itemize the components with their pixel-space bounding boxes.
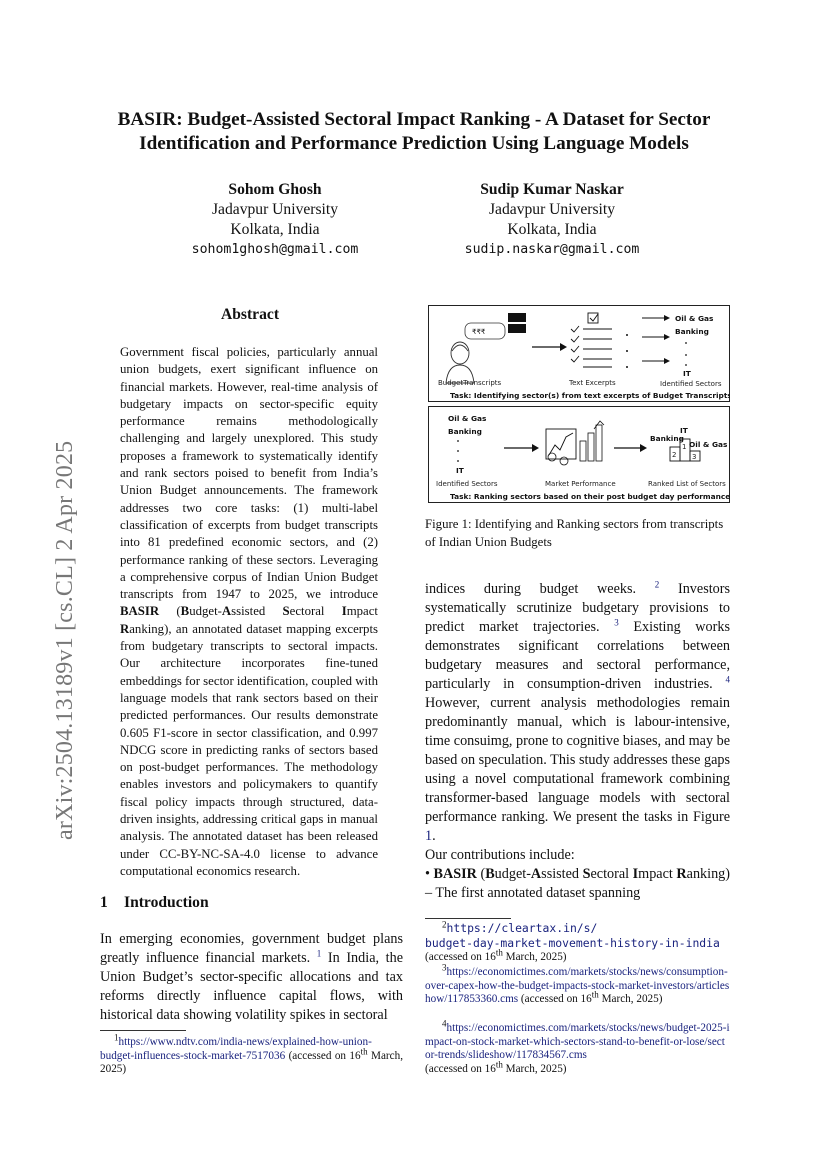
footnote-mark: 2 — [442, 919, 447, 930]
section-number: 1 — [100, 894, 108, 911]
label-excerpts: Text Excerpts — [569, 379, 616, 387]
contrib-text: – The first annotated dataset spanning — [425, 885, 641, 901]
footnote-access: (accessed on 16 — [285, 1049, 361, 1062]
bullet-icon: • — [425, 866, 430, 882]
abstract-heading: Abstract — [220, 306, 280, 323]
section-title: Introduction — [124, 894, 209, 911]
acronym-part: anking — [686, 866, 726, 882]
acronym-letter: I — [341, 604, 347, 619]
figure-1 — [428, 305, 730, 505]
intro-right-column — [425, 580, 730, 903]
acronym-part: mpact — [346, 604, 378, 619]
rank-label: 2 — [672, 451, 677, 459]
footnote-link[interactable]: https://economictimes.com/markets/stocks/news/budget-2025-impact-on-stock-market-which-sectors-stand-to-benefit-or-lose/sector-trends/slideshow/117834567.cms — [425, 1022, 730, 1062]
acronym-part: ectoral — [590, 866, 633, 882]
contrib-item: • BASIR (Budget-Assisted Sectoral Impact Ranking) – The first annotated dataset spanning — [425, 866, 730, 901]
acronym-letter: I — [632, 866, 639, 882]
market-chart-icon — [546, 421, 604, 465]
arrow-head-icon — [532, 444, 539, 452]
arrow-head-icon — [640, 444, 647, 452]
footnote-access: (accessed on 16 — [425, 1062, 496, 1075]
label-transcripts: BudgetTranscripts — [438, 379, 502, 387]
sector-label: Banking — [675, 327, 709, 336]
intro-text: indices during budget weeks. — [425, 581, 637, 597]
acronym-letter: B — [485, 866, 495, 882]
footnote-link[interactable]: https://www.ndtv.com/india-news/explained-how-union-budget-influences-stock-market-7517036 — [100, 1036, 372, 1062]
footnote-rule — [425, 918, 511, 919]
abstract-text-2: ), an annotated dataset mapping excerpts from budgetary transcripts to sectoral impacts. Our architecture incorporates fine-tuned embeddings for sector identification, coupled with language models that rank sectors based on their predicted performances. Our results demonstrate 0.605 F1-score in sector classification, and 0.997 NDCG score in predicting ranks of sectors based on post-budget performances. The methodology enables investors and policymakers to quantify fiscal policy impacts through structured, data-driven insights, addressing critical gaps in manual analysis. The annotated dataset has been released under CC-BY-NC-SA-4.0 license to advance computational economics research. — [120, 621, 378, 878]
intro-text: Investors systematically scrutinize budgetary provisions to predict market trajectories. — [425, 581, 731, 635]
footnote-date: March, 2025) — [502, 1062, 567, 1075]
footnote-ref-3[interactable]: 3 — [614, 617, 619, 628]
footnote-ref-4[interactable]: 4 — [725, 674, 731, 685]
acronym-part: udget- — [494, 866, 531, 882]
acronym-part: anking — [129, 621, 165, 636]
figure-diagram — [428, 305, 730, 505]
title-line-2: Identification and Performance Prediction Using Language Models — [139, 133, 689, 154]
author-affiliation: Jadavpur University — [488, 201, 616, 218]
contrib-heading: Our contributions include: — [425, 847, 575, 863]
sector-label: IT — [680, 426, 688, 435]
footnote-date: March, 2025) — [100, 1049, 403, 1076]
author-location: Kolkata, India — [507, 221, 597, 238]
acronym-part: ssisted — [541, 866, 583, 882]
intro-text: Existing works demonstrates significant correlations between budgetary measures and sectoral performance, particularly in consumption-driven industries. — [425, 619, 730, 692]
label-identified: Identified Sectors — [436, 480, 498, 488]
footnote-sup: th — [495, 947, 503, 958]
footnote-2 — [425, 919, 730, 965]
intro-text: . — [432, 828, 436, 844]
section-heading — [100, 894, 209, 912]
task-label-top: Task: Identifying sector(s) from text excerpts of Budget Transcripts — [450, 391, 730, 400]
footnote-link[interactable]: budget-day-market-movement-history-in-india — [425, 935, 720, 950]
sector-label: Banking — [650, 434, 684, 443]
footnote-ref-2[interactable]: 2 — [654, 579, 660, 590]
rank-label: 1 — [682, 443, 687, 451]
author-email[interactable]: sohom1ghosh@gmail.com — [191, 242, 359, 257]
footnote-mark: 3 — [442, 962, 447, 973]
paper-title — [60, 108, 768, 156]
sector-label: IT — [683, 369, 691, 378]
acronym-part: udget- — [189, 604, 222, 619]
speaker-illustration-icon — [446, 313, 526, 383]
acronym-letter: S — [582, 866, 591, 882]
footnote-3 — [425, 962, 730, 1007]
footnote-access: (accessed on 16 — [518, 993, 592, 1006]
intro-text: In emerging economies, government budget plans greatly influence financial markets. — [100, 931, 403, 966]
arxiv-stamp — [18, 370, 78, 840]
author-block-2 — [422, 180, 682, 260]
arxiv-id: arXiv:2504.13189v1 [cs.CL] 2 Apr 2025 — [52, 440, 78, 840]
acronym-part: ectoral — [289, 604, 342, 619]
sector-label: IT — [456, 466, 464, 475]
footnote-access: (accessed on 16 — [425, 951, 496, 964]
author-name: Sudip Kumar Naskar — [480, 181, 624, 198]
title-line-1: BASIR: Budget-Assisted Sectoral Impact Ranking - A Dataset for Sector — [117, 109, 711, 130]
footnote-sup: th — [495, 1059, 503, 1070]
label-identified: Identified Sectors — [660, 380, 722, 388]
footnote-mark: 1 — [114, 1032, 119, 1043]
acronym-letter: R — [120, 621, 130, 636]
footnote-mark: 4 — [442, 1018, 447, 1029]
footnote-4 — [425, 1018, 730, 1076]
label-market: Market Performance — [545, 480, 616, 488]
abstract-body: Government fiscal policies, particularly annual union budgets, exert significant influence on financial markets. However, real-time analysis of budgetary impacts on sector-specific equity performance remains methodologically challenging and largely unexplored. This study proposes a framework to systematically identify and rank sectors poised to benefit from India’s Union Budget announcements. The framework addresses two core tasks: (1) multi-label classification of excerpts from budget transcripts into 81 predefined economic sectors, and (2) performance ranking of these sectors. Leveraging a comprehensive corpus of Indian Union Budget transcripts from 1947 to 2025, we introduce BASIR (Budget-Assisted Sectoral Impact Ranking), an annotated dataset mapping excerpts from budgetary transcripts to sectoral impacts. Our architecture incorporates fine-tuned embeddings for sector identification, coupled with language models that rank sectors based on their predicted performances. Our results demonstrate 0.605 F1-score in sector classification, and 0.997 NDCG score in predicting ranks of sectors based on post-budget performances. The methodology enables investors and policymakers to quantify fiscal policy impacts through structured, data-driven insights, addressing critical gaps in manual analysis. The annotated dataset has been released under CC-BY-NC-SA-4.0 license to advance computational economics research. — [120, 345, 378, 878]
abstract-text-1: Government fiscal policies, particularly annual union budgets, exert significant influence on financial markets. However, real-time analysis of budgetary impacts on sector-specific equity performance remains methodologically challenging and largely unexplored. This study proposes a framework to systematically identify and rank sectors poised to benefit from India’s Union Budget announcements. The framework addresses two core tasks: (1) multi-label classification of excerpts from budget transcripts into 81 predefined economic sectors, and (2) performance ranking of these sectors. Leveraging a comprehensive corpus of Indian Union Budget transcripts from 1947 to 2025, we introduce — [120, 345, 378, 602]
acronym-letter: A — [221, 604, 232, 619]
author-location: Kolkata, India — [230, 221, 320, 238]
acronym-part: mpact — [638, 866, 673, 882]
author-affiliation: Jadavpur University — [211, 201, 339, 218]
acronym-letter: A — [530, 866, 542, 882]
sector-label: Oil & Gas — [689, 440, 728, 449]
checklist-icon — [571, 313, 612, 367]
acronym-part: ssisted — [231, 604, 283, 619]
footnote-sup: th — [360, 1045, 368, 1056]
sector-label: Banking — [448, 427, 482, 436]
intro-text: In India, the Union Budget’s sector-specific allocations and tax reforms directly influence capital flows, with historical data showing volatility spikes in sectoral — [100, 950, 403, 1023]
author-email[interactable]: sudip.naskar@gmail.com — [464, 242, 640, 257]
acronym-letter: R — [676, 866, 687, 882]
footnote-date: March, 2025) — [502, 951, 567, 964]
sector-label: Oil & Gas — [675, 314, 714, 323]
figure-ref[interactable]: 1 — [425, 828, 433, 844]
footnote-ref-1[interactable]: 1 — [316, 948, 322, 959]
currency-symbols: ₹₹₹ — [472, 328, 486, 336]
intro-text: However, current analysis methodologies remain predominantly manual, which is labour-intensive, time consuimg, prone to cognitive biases, and may be based on speculation. This study addresses these gaps using a novel computational framework combining transformer-based language models with sectoral performance ranking. We present the tasks in Figure — [425, 695, 730, 825]
footnote-link[interactable]: https://cleartax.in/s/ — [446, 921, 598, 935]
label-ranked: Ranked List of Sectors — [648, 480, 726, 488]
acronym-letter: B — [180, 604, 190, 619]
intro-paragraph — [100, 930, 403, 1025]
arrow-head-icon — [560, 343, 567, 351]
rank-label: 3 — [692, 453, 697, 461]
footnote-link[interactable]: https://economictimes.com/markets/stocks/news/consumption-over-capex-how-the-budget-impacts-stock-market-investors/articleshow/117853360.cms — [425, 966, 730, 1006]
contrib-basir: BASIR — [433, 866, 477, 882]
sector-label: Oil & Gas — [448, 414, 487, 423]
task-label-bottom: Task: Ranking sectors based on their post budget day performances — [450, 492, 730, 501]
footnote-rule — [100, 1030, 186, 1031]
footnote-1 — [100, 1032, 403, 1077]
author-block-1 — [145, 180, 405, 260]
acronym-letter: S — [282, 604, 290, 619]
intro-paragraph-continued — [425, 580, 730, 846]
author-name: Sohom Ghosh — [228, 181, 322, 198]
footnote-sup: th — [591, 989, 599, 1000]
abstract-basir: BASIR — [120, 604, 160, 619]
figure-caption: Figure 1: Identifying and Ranking sectors from transcripts of Indian Union Budgets — [425, 517, 724, 549]
footnote-date: March, 2025) — [598, 993, 663, 1006]
